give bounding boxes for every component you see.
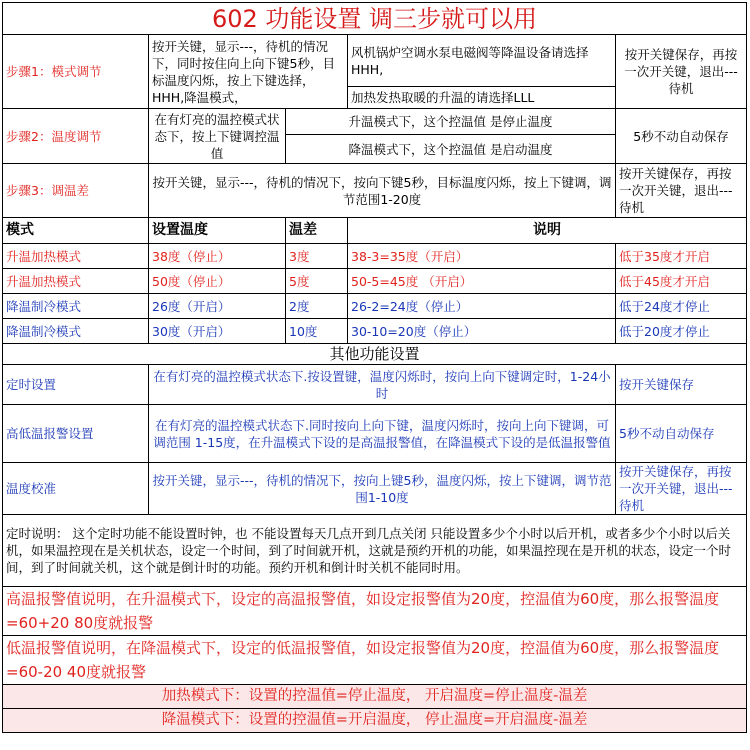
step2-instruction: 在有灯亮的温控模式状态下，按上下键调控温值 — [149, 109, 286, 164]
row-note: 低于20度才停止 — [616, 319, 747, 344]
step2-label: 步骤2：温度调节 — [3, 109, 149, 164]
timer-setting-name: 定时设置 — [3, 365, 149, 405]
step1-instruction: 按开关键，显示---，待机的情况下，同时按住向上向下键5秒，目标温度闪烁，按上下键选择，HHH,降温模式， — [149, 35, 348, 109]
step3-label: 步骤3：调温差 — [3, 164, 149, 218]
header-temp-diff: 温差 — [286, 218, 348, 244]
page-title: 602 功能设置 调三步就可以用 — [3, 3, 747, 35]
header-set-temp: 设置温度 — [149, 218, 286, 244]
row-temp: 50度（停止） — [149, 269, 286, 294]
step1-save: 按开关键保存，再按一次开关键，退出---待机 — [616, 35, 747, 109]
step2-heat-mode: 升温模式下，这个控温值 是停止温度 — [286, 109, 616, 135]
row-temp: 30度（开启） — [149, 319, 286, 344]
row-calc: 26-2=24度（停止） — [348, 294, 616, 319]
row-diff: 5度 — [286, 269, 348, 294]
row-mode: 降温制冷模式 — [3, 319, 149, 344]
header-mode: 模式 — [3, 218, 149, 244]
timer-setting-save: 按开关键保存 — [616, 365, 747, 405]
row-diff: 3度 — [286, 244, 348, 269]
table-row — [3, 294, 747, 319]
table-row — [3, 269, 747, 294]
calibration-name: 温度校准 — [3, 463, 149, 515]
low-alarm-note: 低温报警值说明，在降温模式下，设定的低温报警值，如设定报警值为20度，控温值为60度，那么报警温度=60-20 40度就报警 — [3, 636, 747, 685]
header-description: 说明 — [348, 218, 747, 244]
high-alarm-note: 高温报警值说明，在升温模式下，设定的高温报警值，如设定报警值为20度，控温值为60度，那么报警温度=60+20 80度就报警 — [3, 587, 747, 636]
row-note: 低于45度才开启 — [616, 269, 747, 294]
row-calc: 38-3=35度（开启） — [348, 244, 616, 269]
step1-heat-note: 加热发热取暖的升温的请选择LLL — [348, 87, 616, 109]
table-row — [3, 319, 747, 344]
step3-instruction: 按开关键，显示---，待机的情况下，按向下键5秒，目标温度闪烁，按上下键调，调节范围1-20度 — [149, 164, 616, 218]
row-diff: 10度 — [286, 319, 348, 344]
alarm-setting-save: 5秒不动自动保存 — [616, 405, 747, 463]
settings-sheet — [2, 2, 746, 733]
row-temp: 26度（开启） — [149, 294, 286, 319]
heat-formula: 加热模式下：设置的控温值=停止温度， 开启温度=停止温度-温差 — [3, 685, 747, 709]
settings-table — [2, 2, 747, 733]
alarm-setting-name: 高低温报警设置 — [3, 405, 149, 463]
other-functions-header: 其他功能设置 — [3, 344, 747, 365]
timer-setting-desc: 在有灯亮的温控模式状态下.按设置键，温度闪烁时，按向上向下键调定时，1-24小时 — [149, 365, 616, 405]
cool-formula: 降温模式下：设置的控温值=开启温度， 停止温度=开启温度-温差 — [3, 709, 747, 733]
table-row — [3, 244, 747, 269]
list-item — [3, 405, 747, 463]
row-mode: 降温制冷模式 — [3, 294, 149, 319]
row-note: 低于35度才开启 — [616, 244, 747, 269]
row-mode: 升温加热模式 — [3, 269, 149, 294]
row-mode: 升温加热模式 — [3, 244, 149, 269]
step2-save: 5秒不动自动保存 — [616, 109, 747, 164]
alarm-setting-desc: 在有灯亮的温控模式状态下.同时按向上向下键，温度闪烁时，按向上向下键调，可调范围 1-15度，在升温模式下设的是高温报警值，在降温模式下设的是低温报警值 — [149, 405, 616, 463]
row-calc: 30-10=20度（停止） — [348, 319, 616, 344]
row-diff: 2度 — [286, 294, 348, 319]
calibration-desc: 按开关键，显示---，待机的情况下，按向上键5秒，温度闪烁，按上下键调，调节范围1-10度 — [149, 463, 616, 515]
row-calc: 50-5=45度 （开启） — [348, 269, 616, 294]
calibration-save: 按开关键保存，再按一次开关键，退出---待机 — [616, 463, 747, 515]
timer-note: 定时说明： 这个定时功能不能设置时钟，也 不能设置每天几点开到几点关闭 只能设置多少个小时以后开机，或者多少个小时以后关机，如果温控现在是关机状态，设定一个时间，到了时间就开机，这就是预约开机的功能，如果温控现在是开机的状态，设定一个时间，到了时间就关机，这个就是倒计时的功能。预约开机和倒计时关机不能同时用。 — [3, 515, 747, 587]
list-item — [3, 463, 747, 515]
row-note: 低于24度才停止 — [616, 294, 747, 319]
step1-cool-note: 风机锅炉空调水泵电磁阀等降温设备请选择HHH, — [348, 35, 616, 87]
row-temp: 38度（停止） — [149, 244, 286, 269]
step2-cool-mode: 降温模式下，这个控温值 是启动温度 — [286, 135, 616, 164]
step1-label: 步骤1：模式调节 — [3, 35, 149, 109]
list-item — [3, 365, 747, 405]
step3-save: 按开关键保存，再按一次开关键，退出---待机 — [616, 164, 747, 218]
